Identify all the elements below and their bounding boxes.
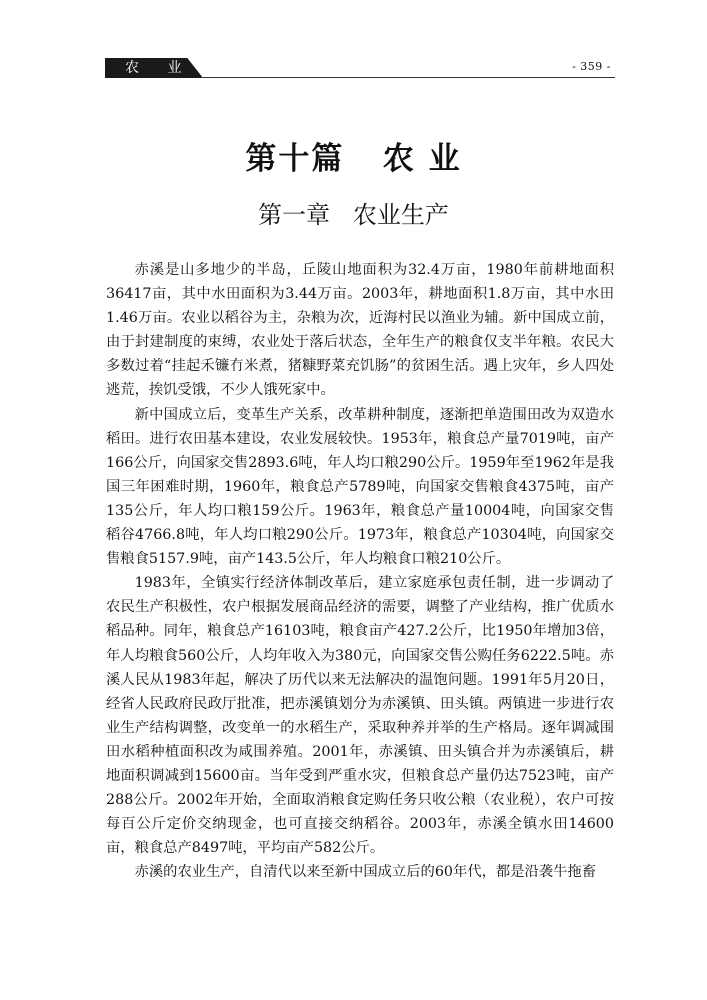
header-rule: [203, 77, 615, 78]
paragraph: 赤溪是山多地少的半岛，丘陵山地面积为32.4万亩，1980年前耕地面积36417亩，其中水田面积为3.44万亩。2003年，耕地面积1.8万亩，其中水田1.46万亩。农业以稻谷为主，杂粮为次，近海村民以渔业为辅。新中国成立前，由于封建制度的束缚，农业处于落后状态，全年生产的粮食仅支半年粮。农民大多数过着“挂起禾镰冇米煮，猪糠野菜充饥肠”的贫困生活。遇上灾年，乡人四处逃荒，挨饥受饿，不少人饿死家中。: [106, 262, 614, 399]
paragraph: 新中国成立后，变革生产关系，改革耕种制度，逐渐把单造围田改为双造水稻田。进行农田基本建设，农业发展较快。1953年，粮食总产量7019吨，亩产166公斤，向国家交售2893.6吨，年人均口粮290公斤。1959年至1962年是我国三年困难时期，1960年，粮食总产5789吨，向国家交售粮食4375吨，亩产135公斤，年人均口粮159公斤。1963年，粮食总产量10004吨，向国家交售稻谷4766.8吨，年人均口粮290公斤。1973年，粮食总产10304吨，向国家交售粮食5157.9吨，亩产143.5公斤，年人均粮食口粮210公斤。: [106, 406, 614, 568]
paragraph: 1983年，全镇实行经济体制改革后，建立家庭承包责任制，进一步调动了农民生产积极性，农户根据发展商品经济的需要，调整了产业结构，推广优质水稻品种。同年，粮食总产16103吨，粮食亩产427.2公斤，比1950年增加3倍，年人均粮食560公斤，人均年收入为380元，向国家交售公购任务6222.5吨。赤溪人民从1983年起，解决了历代以来无法解决的温饱问题。1991年5月20日，经省人民政府民政厅批准，把赤溪镇划分为赤溪镇、田头镇。两镇进一步进行农业生产结构调整，改变单一的水稻生产，采取种养并举的生产格局。逐年调减围田水稻种植面积改为咸围养殖。2001年，赤溪镇、田头镇合并为赤溪镇后，耕地面积调减到15600亩。当年受到严重水灾，但粮食总产量仍达7523吨，亩产288公斤。2002年开始，全面取消粮食定购任务只收公粮（农业税），农户可按每百公斤定价交纳现金，也可直接交纳稻谷。2003年，赤溪全镇水田14600亩，粮食总产8497吨，平均亩产582公斤。: [106, 575, 614, 857]
part-title: 第十篇 农 业: [245, 141, 462, 177]
page-number: - 359 -: [572, 60, 611, 73]
running-header: [105, 58, 615, 78]
chapter-title: 第一章 农业生产: [258, 201, 449, 229]
paragraph: 赤溪的农业生产，自清代以来至新中国成立后的60年代，都是沿袭牛拖畜: [134, 864, 596, 881]
section-label: 农 业: [125, 60, 194, 76]
body-text: [106, 258, 614, 884]
